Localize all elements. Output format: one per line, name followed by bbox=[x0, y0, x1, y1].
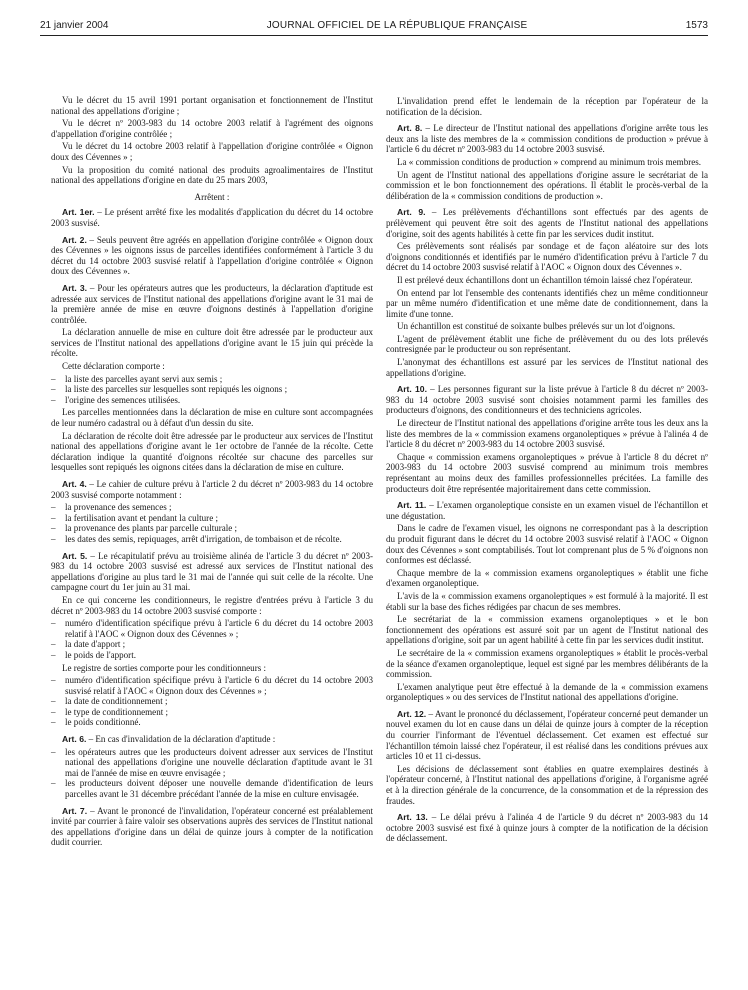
article-text: – Les personnes figurant sur la liste prévue à l'article 8 du décret nº 2003-983 du 14 octobre 2003 susvisé sont choisies notamment parmi les familles des producteurs d'oignons, des conditionneurs et des techniciens agricoles. bbox=[386, 384, 709, 416]
article-label: Art. 3. bbox=[62, 282, 88, 293]
list bbox=[51, 618, 373, 660]
list-item: – le type de conditionnement ; bbox=[51, 707, 373, 718]
article-6 bbox=[51, 734, 373, 745]
article-text: – Le cahier de culture prévu à l'article 2 du décret nº 2003-983 du 14 octobre 2003 susvisé comporte notamment : bbox=[51, 479, 373, 500]
article-2 bbox=[51, 235, 373, 277]
article-text: – Seuls peuvent être agréés en appellation d'origine contrôlée « Oignon doux des Cévennes » les oignons issus de parcelles identifiées conformément à l'article 3 du décret du 14 octobre 2003 susvisé relatif à l'appellation d'origine contrôlée « Oignon doux des Cévennes ». bbox=[51, 234, 373, 277]
paragraph: Un échantillon est constitué de soixante bulbes prélevés sur un lot d'oignons. bbox=[397, 321, 676, 332]
article-text: – Pour les opérateurs autres que les producteurs, la déclaration d'aptitude est adressée aux services de l'Institut national des appellations d'origine avant le 31 mai de la première année de mise en œuvre d'oignons destinés à l'appellation d'origine contrôlée. bbox=[51, 282, 373, 325]
left-column bbox=[51, 95, 373, 850]
paragraph: Il est prélevé deux échantillons dont un échantillon témoin laissé chez l'opérateur. bbox=[397, 274, 693, 285]
header-date: 21 janvier 2004 bbox=[40, 20, 109, 31]
article-text: – Le délai prévu à l'alinéa 4 de l'article 9 du décret nº 2003-983 du 14 octobre 2003 susvisé est fixé à quinze jours à compter de la notification de la décision de déclassement. bbox=[386, 812, 708, 844]
article-3 bbox=[51, 283, 373, 325]
list-item: – la date de conditionnement ; bbox=[51, 696, 373, 707]
arrete-heading: Arrêtent : bbox=[194, 191, 230, 202]
paragraph: Le secrétaire de la « commission examens organoleptiques » établit le procès-verbal de la séance d'examen organoleptique, lequel est signé par les membres délibérants de la commission. bbox=[386, 647, 708, 680]
paragraph: En ce qui concerne les conditionneurs, le registre d'entrées prévu à l'article 3 du décret nº 2003-983 du 14 octobre 2003 susvisé comporte : bbox=[51, 594, 373, 616]
list bbox=[51, 502, 373, 544]
article-13 bbox=[386, 812, 708, 844]
article-10 bbox=[386, 384, 708, 416]
paragraph: L'avis de la « commission examens organoleptiques » est formulé à la majorité. Il est établi sur la base des fiches rédigées par chacun de ses membres. bbox=[386, 590, 708, 612]
paragraph: Cette déclaration comporte : bbox=[62, 361, 165, 372]
article-text: – Les prélèvements d'échantillons sont effectués par des agents de prélèvement qui peuvent être soit des agents de l'Institut national des appellations d'origine, soit des agents habilités à cette fin par les services dudit institut. bbox=[386, 207, 708, 239]
list-item: – la date d'apport ; bbox=[51, 639, 373, 650]
visa-paragraph: Vu le décret nº 2003-983 du 14 octobre 2003 relatif à l'agrément des oignons d'appellation d'origine contrôlée ; bbox=[51, 118, 373, 139]
article-8 bbox=[386, 123, 708, 155]
article-label: Art. 2. bbox=[62, 234, 87, 245]
article-label: Art. 13. bbox=[397, 812, 428, 823]
article-5 bbox=[51, 551, 373, 593]
list-item: – les dates des semis, repiquages, arrêt d'irrigation, de tombaison et de récolte. bbox=[51, 534, 373, 545]
article-text: – En cas d'invalidation de la déclaration d'aptitude : bbox=[86, 734, 276, 745]
article-label: Art. 6. bbox=[62, 734, 87, 745]
paragraph: Dans le cadre de l'examen visuel, les oignons ne correspondant pas à la description du produit figurant dans le décret du 14 octobre 2003 susvisé relatif à l'AOC « Oignon doux des Cévennes » sont comptabilisés. Tout lot comprenant plus de 5 % d'oignons non conformes est déclassé. bbox=[386, 523, 708, 566]
visa-paragraph: Vu le décret du 15 avril 1991 portant organisation et fonctionnement de l'Institut national des appellations d'origine ; bbox=[51, 95, 373, 116]
list-item: – la provenance des semences ; bbox=[51, 502, 373, 513]
article-1 bbox=[51, 207, 373, 228]
paragraph: Un agent de l'Institut national des appellations d'origine assure le secrétariat de la commission et le bon fonctionnement des opérations. Il établit le procès-verbal de la délibération de la « commission conditions de production ». bbox=[386, 169, 708, 201]
list-item: – numéro d'identification spécifique prévu à l'article 6 du décret du 14 octobre 2003 relatif à l'AOC « Oignon doux des Cévennes » ; bbox=[51, 618, 373, 639]
list-item: – la fertilisation avant et pendant la culture ; bbox=[51, 513, 373, 524]
list-item: – l'origine des semences utilisées. bbox=[51, 395, 373, 406]
list-item: – les opérateurs autres que les producteurs doivent adresser aux services de l'Institut national des appellations d'origine une nouvelle déclaration d'aptitude avant le 31 mai de l'année de mise en œuvre envisagée ; bbox=[51, 747, 373, 779]
paragraph: Le secrétariat de la « commission examens organoleptiques » et le bon fonctionnement des opérations est assuré soit par un agent de l'Institut national des appellations d'origine, soit par un agent habilité à cette fin par les services dudit institut. bbox=[386, 614, 708, 646]
article-text: – Le présent arrêté fixe les modalités d'application du décret du 14 octobre 2003 susvisé. bbox=[51, 207, 373, 228]
list bbox=[51, 374, 373, 406]
article-label: Art. 12. bbox=[397, 708, 427, 719]
article-label: Art. 10. bbox=[397, 384, 427, 395]
article-text: – Le directeur de l'Institut national des appellations d'origine arrête tous les deux ans la liste des membres de la « commission conditions de production » prévue à l'article 6 du décret nº 2003-983 du 14 octobre 2003 susvisé. bbox=[386, 123, 708, 155]
article-label: Art. 8. bbox=[397, 123, 423, 134]
paragraph: La déclaration de récolte doit être adressée par le producteur aux services de l'Institut national des appellations d'origine avant le 1er octobre de l'année de la récolte. Cette déclaration indique la quantité d'oignons récoltée sur chacune des parcelles sur lesquelles sont repiqués les oignons citées dans la déclaration de mise en culture. bbox=[51, 430, 373, 473]
header-journal-title: JOURNAL OFFICIEL DE LA RÉPUBLIQUE FRANÇAISE bbox=[266, 20, 528, 31]
list bbox=[51, 675, 373, 728]
paragraph: Chaque « commission examens organoleptiques » prévue à l'article 8 du décret nº 2003-983 du 14 octobre 2003 susvisé comprend au minimum trois membres représentant au moins deux des familles professionnelles précitées. La famille des producteurs doit être représentée majoritairement dans cette commission. bbox=[386, 451, 708, 494]
list-item: – la provenance des plants par parcelle culturale ; bbox=[51, 523, 373, 534]
article-label: Art. 4. bbox=[62, 479, 87, 489]
article-9 bbox=[386, 207, 708, 239]
paragraph: La déclaration annuelle de mise en culture doit être adressée par le producteur aux services de l'Institut national des appellations d'origine avant le 15 juin qui précède la récolte. bbox=[51, 327, 373, 359]
paragraph: L'invalidation prend effet le lendemain de la réception par l'opérateur de la notification de la décision. bbox=[386, 96, 708, 117]
list-item: – numéro d'identification spécifique prévu à l'article 6 du décret du 14 octobre 2003 susvisé relatif à l'AOC « Oignon doux des Cévennes » ; bbox=[51, 675, 373, 696]
article-4 bbox=[51, 479, 373, 500]
paragraph: Le directeur de l'Institut national des appellations d'origine arrête tous les deux ans la liste des membres de la « commission examens organoleptiques » prévue à l'alinéa 4 de l'article 8 du décret nº 2003-983 du 14 octobre 2003 susvisé. bbox=[386, 418, 708, 450]
paragraph: Chaque membre de la « commission examens organoleptiques » établit une fiche d'examen organoleptique. bbox=[386, 567, 708, 589]
article-7 bbox=[51, 806, 373, 848]
paragraph: L'agent de prélèvement établit une fiche de prélèvement du ou des lots prélevés contresignée par le producteur ou son représentant. bbox=[386, 333, 708, 355]
article-12 bbox=[386, 709, 708, 762]
article-text: – L'examen organoleptique consiste en un examen visuel de l'échantillon et une dégustation. bbox=[386, 500, 708, 521]
list-item: – le poids conditionné. bbox=[51, 717, 373, 728]
article-11 bbox=[386, 500, 708, 521]
article-label: Art. 7. bbox=[62, 805, 88, 816]
visa-paragraph: Vu la proposition du comité national des produits agroalimentaires de l'Institut national des appellations d'origine en date du 25 mars 2003, bbox=[51, 164, 373, 186]
header-rule bbox=[40, 35, 708, 36]
paragraph: L'anonymat des échantillons est assuré par les services de l'Institut national des appellations d'origine. bbox=[386, 357, 708, 378]
paragraph: L'examen analytique peut être effectué à la demande de la « commission examens organoleptiques » ou des services de l'Institut national des appellations d'origine. bbox=[386, 681, 708, 703]
paragraph: Les parcelles mentionnées dans la déclaration de mise en culture sont accompagnées de leur numéro cadastral ou à défaut d'un dessin du site. bbox=[51, 407, 373, 429]
article-label: Art. 11. bbox=[397, 500, 427, 511]
paragraph: Le registre de sorties comporte pour les conditionneurs : bbox=[62, 662, 267, 673]
article-text: – Le récapitulatif prévu au troisième alinéa de l'article 3 du décret nº 2003-983 du 14 octobre 2003 susvisé est adressé aux services de l'Institut national des appellations d'origine au plus tard le 31 mai de l'année qui suit celle de la récolte. Une campagne court du 1er juin au 31 mai. bbox=[51, 550, 373, 593]
article-text: – Avant le prononcé de l'invalidation, l'opérateur concerné est préalablement invité par courrier à faire valoir ses observations auprès des services de l'Institut national des appellations d'origine dans un délai de quinze jours à compter de la notification dudit courrier. bbox=[51, 805, 373, 848]
list bbox=[51, 747, 373, 800]
article-label: Art. 9. bbox=[397, 207, 426, 218]
paragraph: On entend par lot l'ensemble des contenants identifiés chez un même conditionneur par un même numéro d'identification et une même date de conditionnement, dans la limite d'une tonne. bbox=[386, 287, 708, 319]
list-item: – la liste des parcelles ayant servi aux semis ; bbox=[51, 374, 373, 385]
right-column bbox=[386, 96, 708, 846]
visa-paragraph: Vu le décret du 14 octobre 2003 relatif à l'appellation d'origine contrôlée « Oignon doux des Cévennes » ; bbox=[51, 141, 373, 162]
list-item: – la liste des parcelles sur lesquelles sont repiqués les oignons ; bbox=[51, 384, 373, 395]
article-label: Art. 5. bbox=[62, 550, 88, 561]
paragraph: Ces prélèvements sont réalisés par sondage et de façon aléatoire sur des lots d'oignons conditionnés et identifiés par le numéro d'identification prévu à l'article 7 du décret du 14 octobre 2003 susvisé relatif à l'AOC « Oignon doux des Cévennes ». bbox=[386, 241, 708, 273]
paragraph: La « commission conditions de production » comprend au minimum trois membres. bbox=[397, 156, 702, 167]
paragraph: Les décisions de déclassement sont établies en quatre exemplaires destinés à l'opérateur concerné, à l'Institut national des appellations d'origine, à l'organisme agréé et à la direction générale de la concurrence, de la consommation et de la répression des fraudes. bbox=[386, 763, 708, 806]
article-text: – Avant le prononcé du déclassement, l'opérateur concerné peut demander un nouvel examen du lot en cause dans un délai de quinze jours à compter de la réception du courrier l'informant de l'éventuel déclassement. Cet examen est effectué sur l'échantillon témoin laissé chez l'opérateur, il est réalisé dans les conditions prévues aux articles 10 et 11 ci-dessus. bbox=[386, 708, 708, 762]
header-page-number: 1573 bbox=[685, 20, 708, 31]
article-label: Art. 1er. bbox=[62, 207, 95, 218]
list-item: – les producteurs doivent déposer une nouvelle demande d'identification de leurs parcelles avant le 31 décembre précédant l'année de la mise en culture envisagée. bbox=[51, 778, 373, 799]
list-item: – le poids de l'apport. bbox=[51, 650, 373, 661]
page-header bbox=[40, 20, 708, 31]
